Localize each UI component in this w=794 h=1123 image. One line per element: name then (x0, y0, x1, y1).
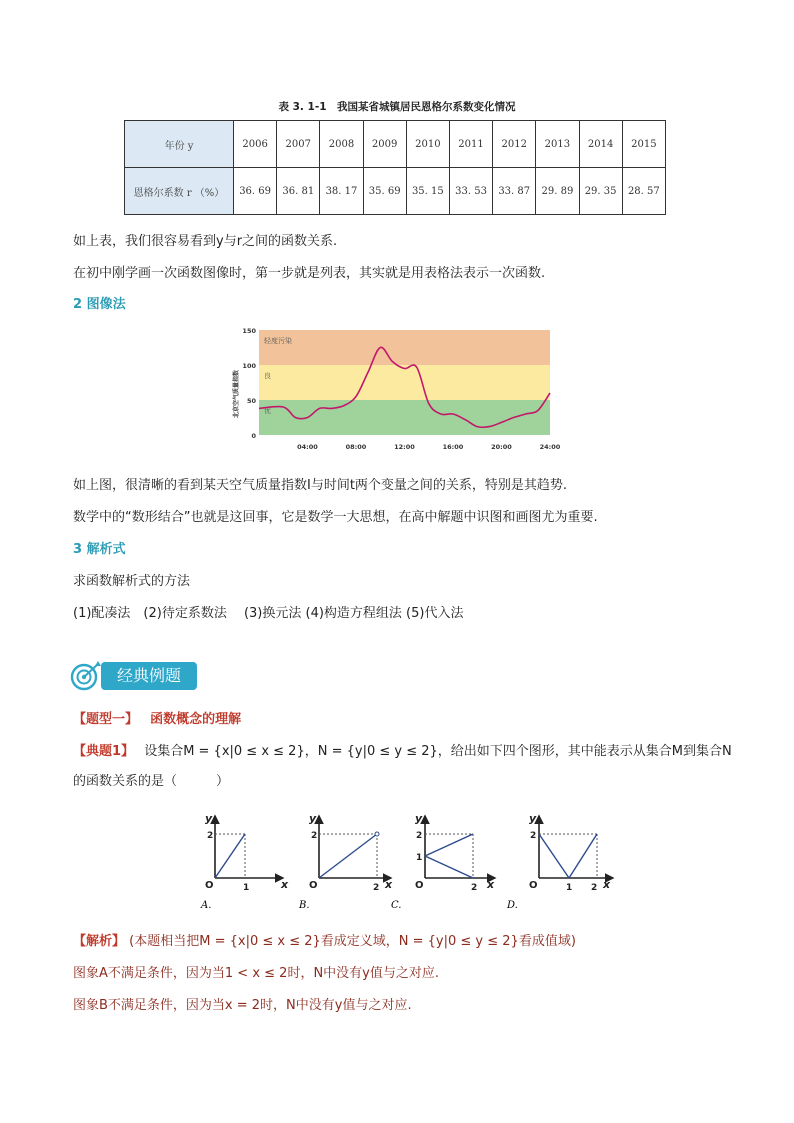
option-label-d: D. (507, 900, 518, 911)
y-axis-label: y (309, 812, 317, 825)
target-icon (70, 660, 102, 692)
row-header-engel: 恩格尔系数 r （%） (125, 168, 234, 215)
aqi-x-tick-label: 04:00 (297, 443, 318, 451)
svg-text:1: 1 (416, 853, 423, 863)
origin-label: O (415, 880, 424, 891)
table-row-years (125, 121, 666, 168)
option-label-c: C. (391, 900, 402, 911)
aqi-x-tick-label: 08:00 (345, 443, 367, 451)
value-cell: 28. 57 (622, 168, 665, 215)
svg-text:2: 2 (471, 883, 478, 893)
svg-text:2: 2 (311, 831, 318, 841)
x-axis-label: x (281, 878, 289, 891)
year-cell: 2015 (622, 121, 665, 168)
paragraph-methods-list: (1)配凑法 (2)待定系数法 (3)换元法 (4)构造方程组法 (5)代入法 (73, 606, 464, 621)
aqi-x-tick-label: 24:00 (539, 443, 561, 451)
x-axis-label: x (487, 878, 495, 891)
paragraph-table-note: 如上表，我们很容易看到y与r之间的函数关系. (73, 234, 338, 249)
svg-text:2: 2 (207, 831, 214, 841)
x-axis-label: x (603, 878, 611, 891)
value-cell: 35. 15 (406, 168, 449, 215)
value-cell: 35. 69 (363, 168, 406, 215)
y-axis-label: y (529, 812, 537, 825)
value-cell: 29. 89 (536, 168, 579, 215)
table-row-values (125, 168, 666, 215)
year-cell: 2010 (406, 121, 449, 168)
value-cell: 36. 81 (277, 168, 320, 215)
aqi-band-label: 轻度污染 (264, 337, 292, 345)
value-cell: 33. 53 (449, 168, 492, 215)
svg-text:1: 1 (243, 883, 250, 893)
heading-graph-method: 2 图像法 (73, 297, 126, 312)
x-axis-label: x (385, 878, 393, 891)
analysis-tag: 【解析】 (73, 934, 126, 949)
value-cell: 36. 69 (234, 168, 277, 215)
aqi-band-label: 良 (264, 372, 271, 380)
aqi-band-label: 优 (264, 407, 271, 415)
option-graph-b (298, 812, 393, 911)
question-type-line (73, 708, 241, 727)
aqi-y-tick-label: 50 (246, 397, 256, 405)
y-axis-label: y (415, 812, 423, 825)
banner-classic-examples: 经典例题 (101, 662, 197, 690)
aqi-x-tick-label: 12:00 (394, 443, 415, 451)
origin-label: O (205, 880, 214, 891)
y-axis-label: y (205, 812, 213, 825)
aqi-y-ticks (242, 327, 256, 440)
origin-label: O (309, 880, 318, 891)
aqi-x-ticks (297, 443, 561, 451)
year-cell: 2008 (320, 121, 363, 168)
example-tag: 【典题1】 (73, 744, 135, 759)
aqi-x-tick-label: 20:00 (491, 443, 512, 451)
origin-label: O (529, 880, 538, 891)
svg-text:2: 2 (591, 883, 598, 893)
analysis-option-b: 图象B不满足条件，因为当x = 2时，N中没有y值与之对应. (73, 998, 412, 1013)
svg-text:1: 1 (566, 883, 573, 893)
aqi-band (259, 365, 550, 400)
year-cell: 2014 (579, 121, 622, 168)
analysis-line-1 (73, 930, 576, 949)
value-cell: 33. 87 (493, 168, 536, 215)
svg-text:2: 2 (530, 831, 537, 841)
year-cell: 2011 (449, 121, 492, 168)
paragraph-shape-number: 数学中的“数形结合”也就是这回事，它是数学一大思想，在高中解题中识图和画图尤为重要. (73, 510, 598, 525)
year-cell: 2012 (493, 121, 536, 168)
year-cell: 2006 (234, 121, 277, 168)
svg-text:2: 2 (373, 883, 380, 893)
heading-formula: 3 解析式 (73, 542, 126, 557)
option-graph-a (200, 812, 289, 911)
example-line-1 (73, 740, 732, 759)
table-caption: 表 3. 1-1 我国某省城镇居民恩格尔系数变化情况 (278, 101, 516, 113)
aqi-band (259, 330, 550, 365)
option-label-b: B. (299, 900, 310, 911)
example-line-2: 的函数关系的是（ ） (73, 774, 230, 789)
year-cell: 2013 (536, 121, 579, 168)
aqi-y-tick-label: 150 (242, 327, 256, 335)
aqi-y-axis-label: 北京空气质量指数 (233, 369, 240, 419)
option-graph-d (506, 812, 613, 911)
svg-text:2: 2 (416, 831, 423, 841)
paragraph-graph-note: 如上图，很清晰的看到某天空气质量指数I与时间t两个变量之间的关系，特别是其趋势. (73, 478, 568, 493)
year-cell: 2009 (363, 121, 406, 168)
analysis-option-a: 图象A不满足条件，因为当1 < x ≤ 2时，N中没有y值与之对应. (73, 966, 439, 981)
year-cell: 2007 (277, 121, 320, 168)
value-cell: 29. 35 (579, 168, 622, 215)
option-graphs (195, 808, 615, 913)
aqi-band (259, 400, 550, 435)
analysis-text: (本题相当把M = {x|0 ≤ x ≤ 2}看成定义域，N = {y|0 ≤ y ≤ 2}看成值域) (129, 934, 576, 949)
aqi-y-tick-label: 0 (251, 432, 256, 440)
paragraph-methods-intro: 求函数解析式的方法 (73, 574, 191, 589)
example-text: 设集合M = {x|0 ≤ x ≤ 2}，N = {y|0 ≤ y ≤ 2}，给出如下四个图形，其中能表示从集合M到集合N (144, 744, 732, 759)
option-graph-c (391, 812, 495, 911)
aqi-x-tick-label: 16:00 (442, 443, 464, 451)
type-tag: 【题型一】 (73, 712, 139, 727)
row-header-year: 年份 y (125, 121, 234, 168)
paragraph-linear-note: 在初中刚学画一次函数图像时，第一步就是列表，其实就是用表格法表示一次函数. (73, 266, 546, 281)
value-cell: 38. 17 (320, 168, 363, 215)
option-label-a: A. (201, 900, 212, 911)
engel-table (124, 120, 666, 215)
aqi-chart (225, 322, 565, 457)
type-title: 函数概念的理解 (150, 712, 242, 727)
aqi-y-tick-label: 100 (242, 362, 256, 370)
